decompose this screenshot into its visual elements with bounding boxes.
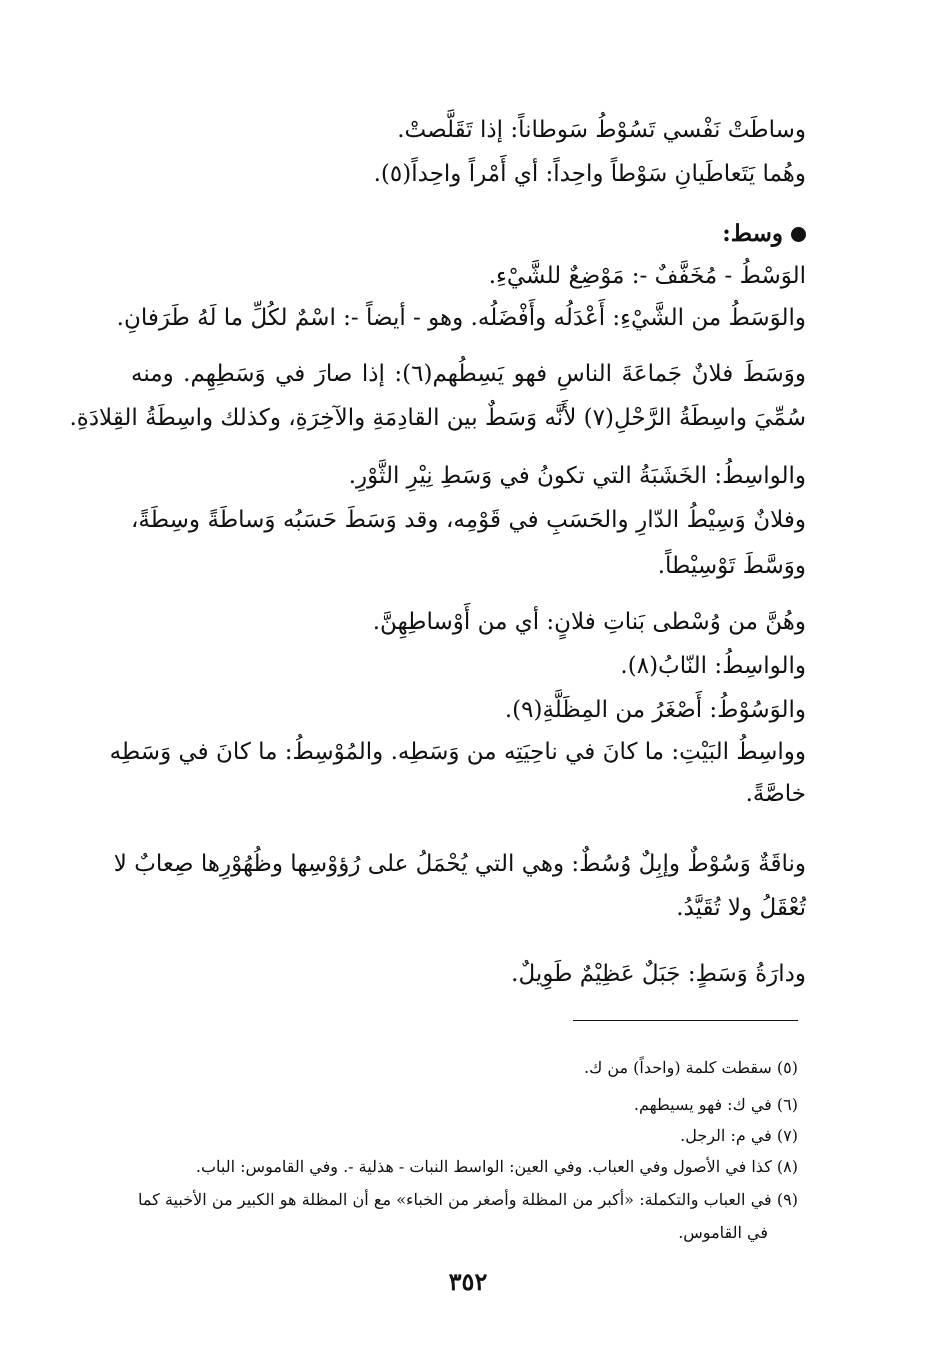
text-line-5: ووَسَطَ فلانٌ جَماعَةَ الناسِ فهو يَسِطُهم(٦): إذا صارَ في وَسَطِهِم. ومنه (131, 361, 806, 387)
text-line-1: وساطَتْ نَفْسي تَسُوْطُ سَوطاناً: إذا تَقَلَّصتْ. (397, 117, 806, 143)
text-line-8: وفلانٌ وَسِيْطُ الدّارِ والحَسَبِ في قَوْمِه، وقد وَسَطَ حَسَبُه وَساطَةً وسِطَةً، (131, 507, 806, 533)
text-line-10: وهُنَّ من وُسْطى بَناتِ فلانٍ: أي من أَوْساطِهِنَّ. (372, 609, 806, 635)
footnote-5: (٥) سقطت كلمة (واحداً) من ك. (583, 1058, 798, 1077)
text-line-4: والوَسَطُ من الشَّيْءِ: أَعْدَلُه وأَفْضَلُه. وهو - أيضاً -: اسْمٌ لكُلِّ ما لَهُ طَرَفانِ. (116, 305, 806, 331)
bullet-icon (791, 227, 806, 242)
footnote-9-continued: في القاموس. (678, 1223, 768, 1242)
page-number: ٣٥٢ (448, 1267, 488, 1296)
text-line-3: الوَسْطُ - مُخَفَّفٌ -: مَوْضِعٌ للشَّيْءِ. (488, 263, 806, 289)
footnote-divider (573, 1020, 798, 1021)
text-line-16: تُعْقَلُ ولا تُقَيَّدُ. (676, 895, 806, 921)
text-line-12: والوَسُوْطُ: أَصْغَرُ من المِظَلَّةِ(٩). (504, 697, 806, 723)
text-line-14: خاصَّةً. (745, 781, 806, 807)
text-line-6: سُمِّيَ واسِطَةُ الرَّحْلِ(٧) لأَنَّه وَسَطٌ بين القادِمَةِ والآخِرَةِ، وكذلك واسِطَةُ القِلادَةِ. (69, 405, 806, 431)
text-line-9: ووَسَّطَ تَوْسِيْطاً. (657, 553, 806, 579)
text-line-2: وهُما يَتَعاطَيانِ سَوْطاً واحِداً: أي أَمْراً واحِداً(٥). (373, 161, 806, 187)
text-line-11: والواسِطُ: النّابُ(٨). (620, 653, 806, 679)
text-line-7: والواسِطُ: الخَشَبَةُ التي تكونُ في وَسَطِ نِيْرِ الثَّوْرِ. (348, 463, 806, 489)
footnote-8: (٨) كذا في الأصول وفي العباب. وفي العين: الواسط النبات - هذلية -. وفي القاموس: الباب. (195, 1157, 798, 1176)
footnote-6: (٦) في ك: فهو يسيطهم. (633, 1095, 798, 1114)
entry-heading (722, 214, 806, 254)
text-line-17: ودارَةُ وَسَطٍ: جَبَلٌ عَظِيْمٌ طَوِيلٌ. (511, 961, 806, 987)
entry-heading-label: وسط: (722, 220, 783, 247)
text-line-15: وناقَةٌ وَسُوْطٌ وإبِلٌ وُسُطٌ: وهي التي يُحْمَلُ على رُؤوْسِها وظُهُوْرِها صِعابٌ لا (113, 851, 806, 877)
footnote-9: (٩) في العباب والتكملة: «أكبر من المظلة وأصغر من الخباء» مع أن المظلة هو الكبير من الأخبية كما (138, 1190, 798, 1209)
text-line-13: وواسِطُ البَيْتِ: ما كانَ في ناحِيَتِه من وَسَطِه. والمُوْسِطُ: ما كانَ في وَسَطِه (109, 739, 806, 765)
footnote-7: (٧) في م: الرجل. (680, 1126, 798, 1145)
